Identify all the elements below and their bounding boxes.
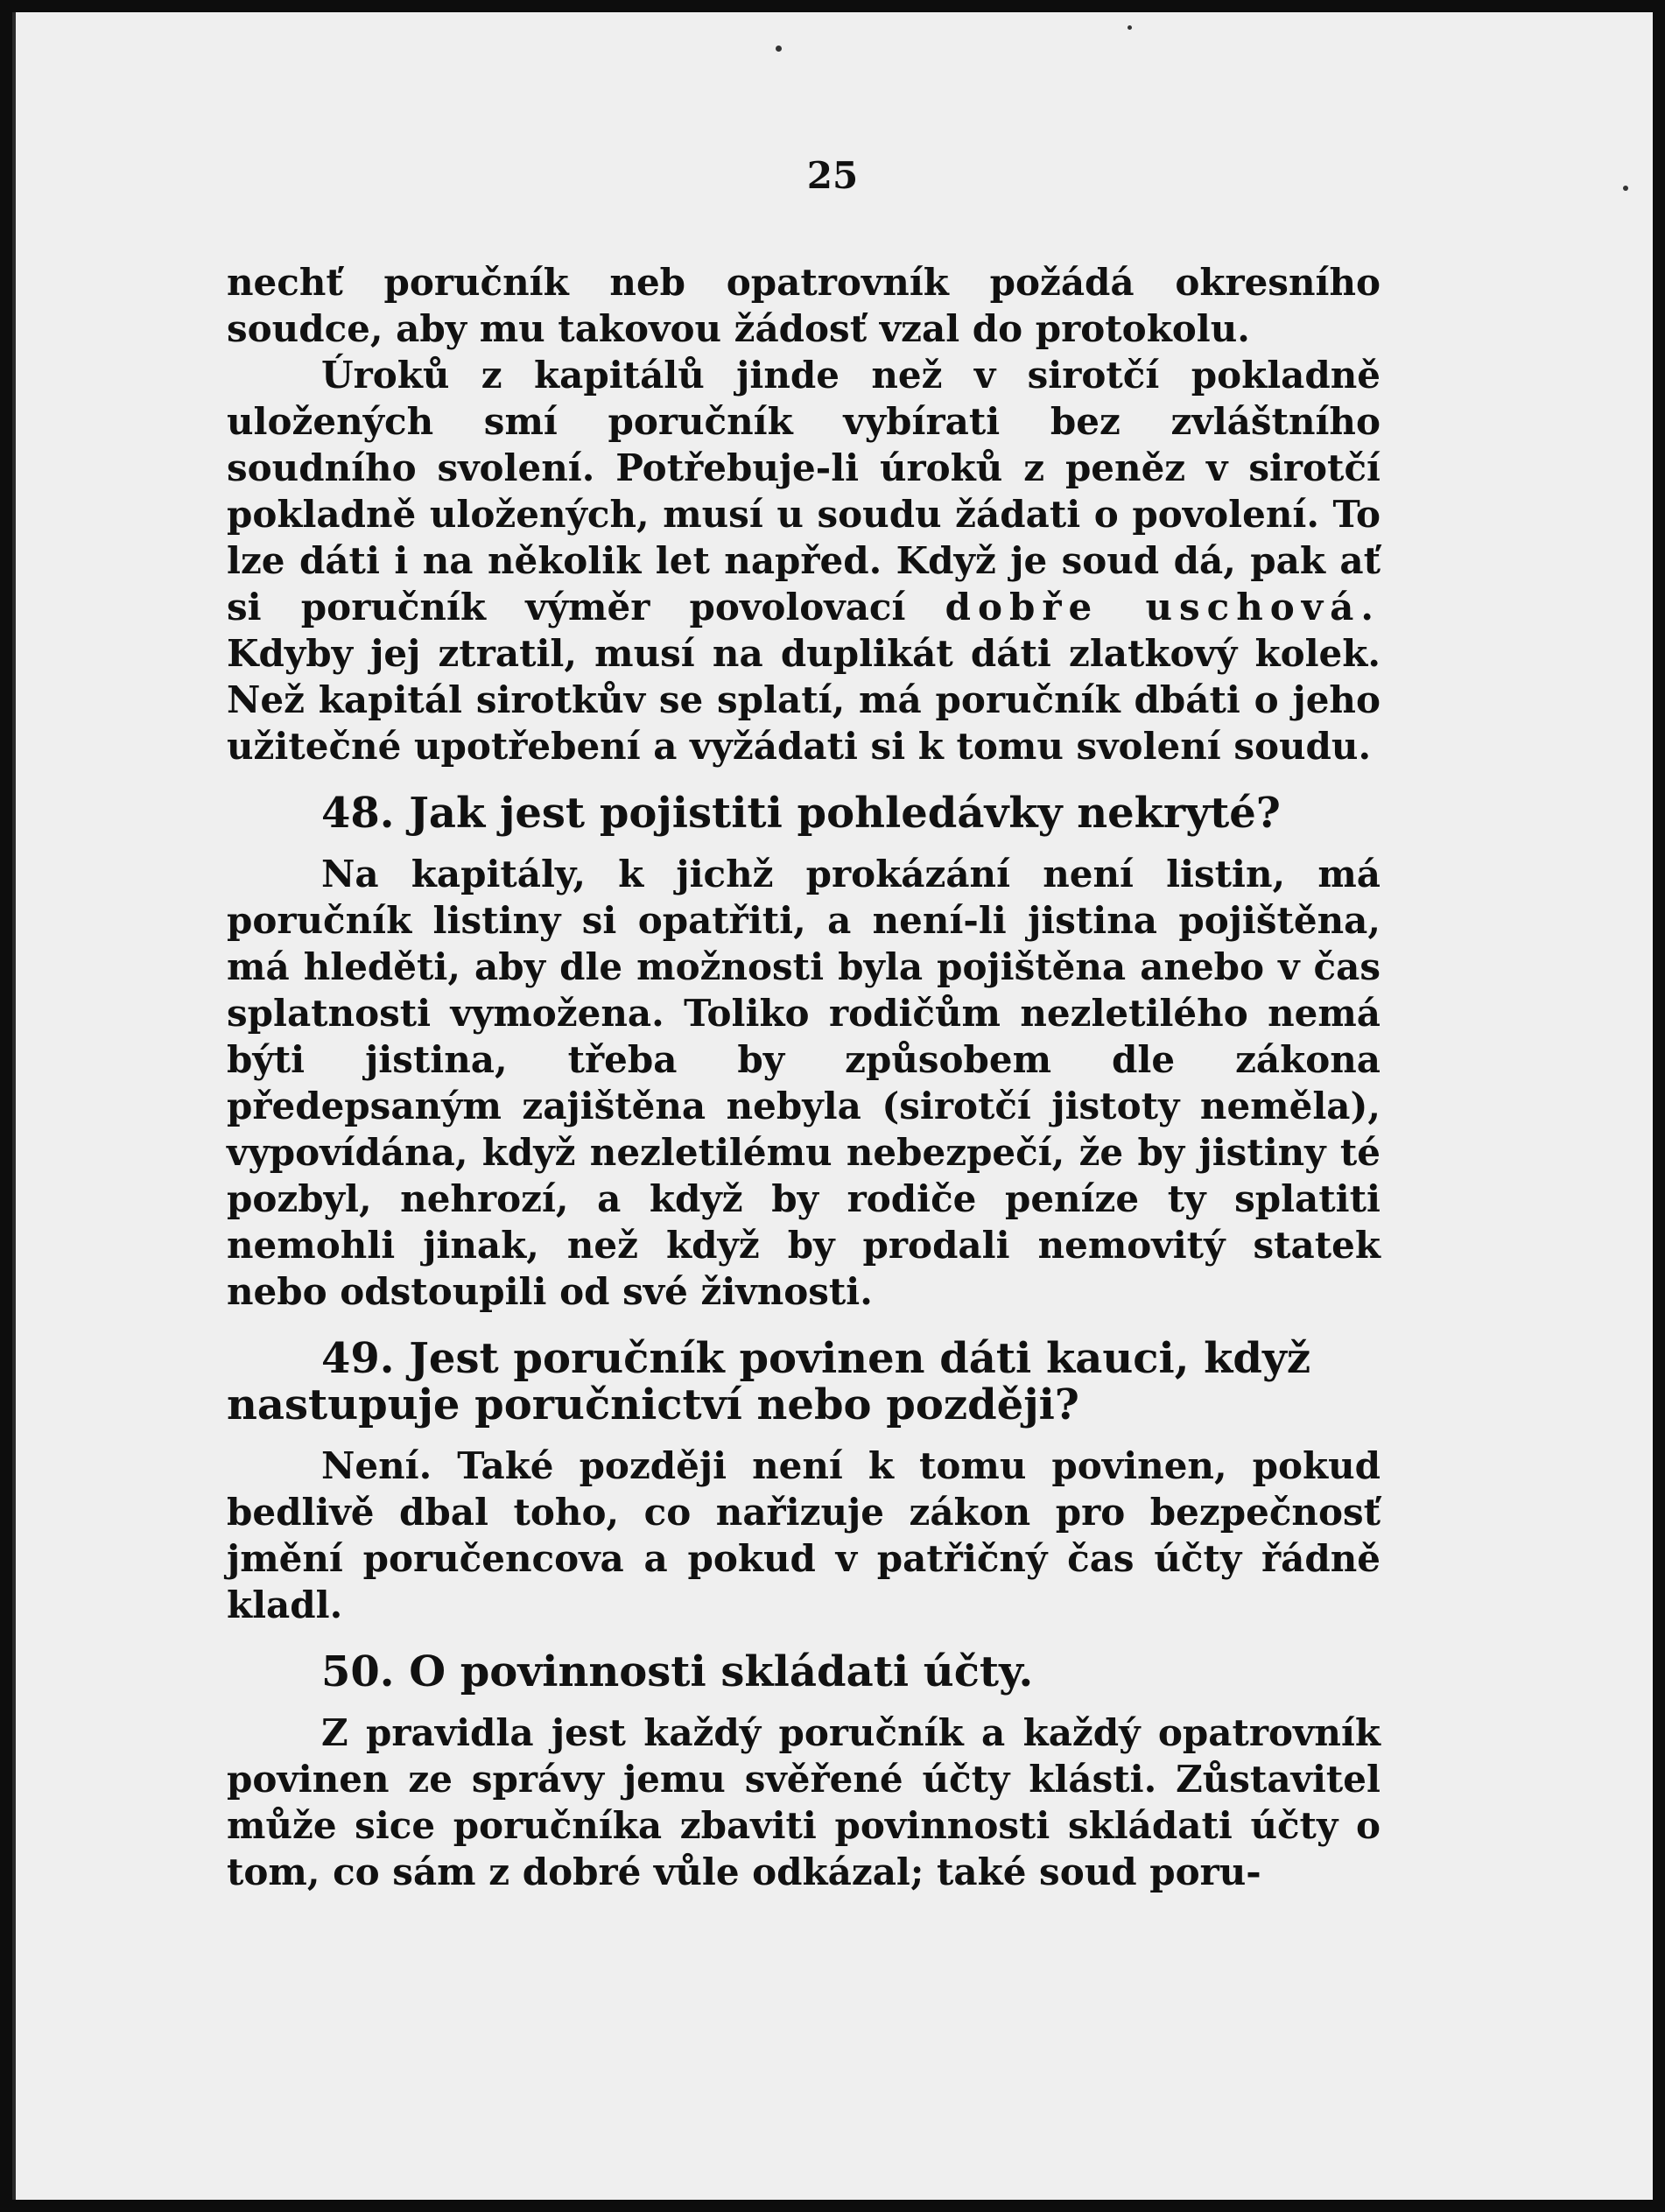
paragraph-interest-text: Úroků z kapitálů jinde než v sirotčí pokladně uložených smí poručník vybírati bez zvláštního soudního svolení. Potřebuje-li úroků z peněz v sirotčí pokladně uložených, musí u soudu žádati o povolení. To lze dáti i na několik let napřed. Když je soud dá, pak ať si poručník výměr povolovací — [227, 354, 1380, 628]
section-heading-49: 49. Jest poručník povinen dáti kauci, když nastupuje poručnictví nebo později? — [227, 1334, 1311, 1429]
section-heading-48: 48. Jak jest pojistiti pohledávky nekryté? — [321, 789, 1281, 838]
section-heading-50: 50. O povinnosti skládati účty. — [321, 1647, 1034, 1696]
paragraph-continuation: nechť poručník neb opatrovník požádá okresního soudce, aby mu takovou žádosť vzal do protokolu. — [227, 261, 1380, 350]
section-body-48: Na kapitály, k jichž prokázání není listin, má poručník listiny si opatřiti, a není-li jistina pojištěna, má hleděti, aby dle možnosti byla pojištěna anebo v čas splatnosti vymožena. Toliko rodičům nezletilého nemá býti jistina, třeba by způsobem dle zákona předepsaným zajištěna nebyla (sirotčí jistoty neměla), vypovídána, když nezletilému nebezpečí, že by jistiny té pozbyl, nehrozí, a když by rodiče peníze ty splatiti nemohli jinak, než když by prodali nemovitý statek nebo odstoupili od své živnosti. — [227, 853, 1380, 1313]
paragraph-interest-text-end: Kdyby jej ztratil, musí na duplikát dáti zlatkový kolek. Než kapitál sirotkův se splatí, má poručník dbáti o jeho užitečné upotřebení a vyžádati si k tomu svolení soudu. — [227, 632, 1380, 768]
page-binding-shadow — [12, 12, 16, 2200]
emphasized-phrase: dobře uschová. — [945, 586, 1381, 628]
page-number: 25 — [806, 154, 859, 197]
scan-speck — [1128, 25, 1132, 30]
page-body — [227, 259, 1380, 1895]
paragraph-interest — [227, 352, 1380, 769]
scan-speck — [776, 46, 782, 52]
section-body-50: Z pravidla jest každý poručník a každý opatrovník povinen ze správy jemu svěřené účty klásti. Zůstavitel může sice poručníka zbaviti povinnosti skládati účty o tom, co sám z dobré vůle odkázal; také soud poru- — [227, 1711, 1380, 1893]
section-body-49: Není. Také později není k tomu povinen, pokud bedlivě dbal toho, co nařizuje zákon pro bezpečnosť jmění poručencova a pokud v patřičný čas účty řádně kladl. — [227, 1444, 1380, 1626]
